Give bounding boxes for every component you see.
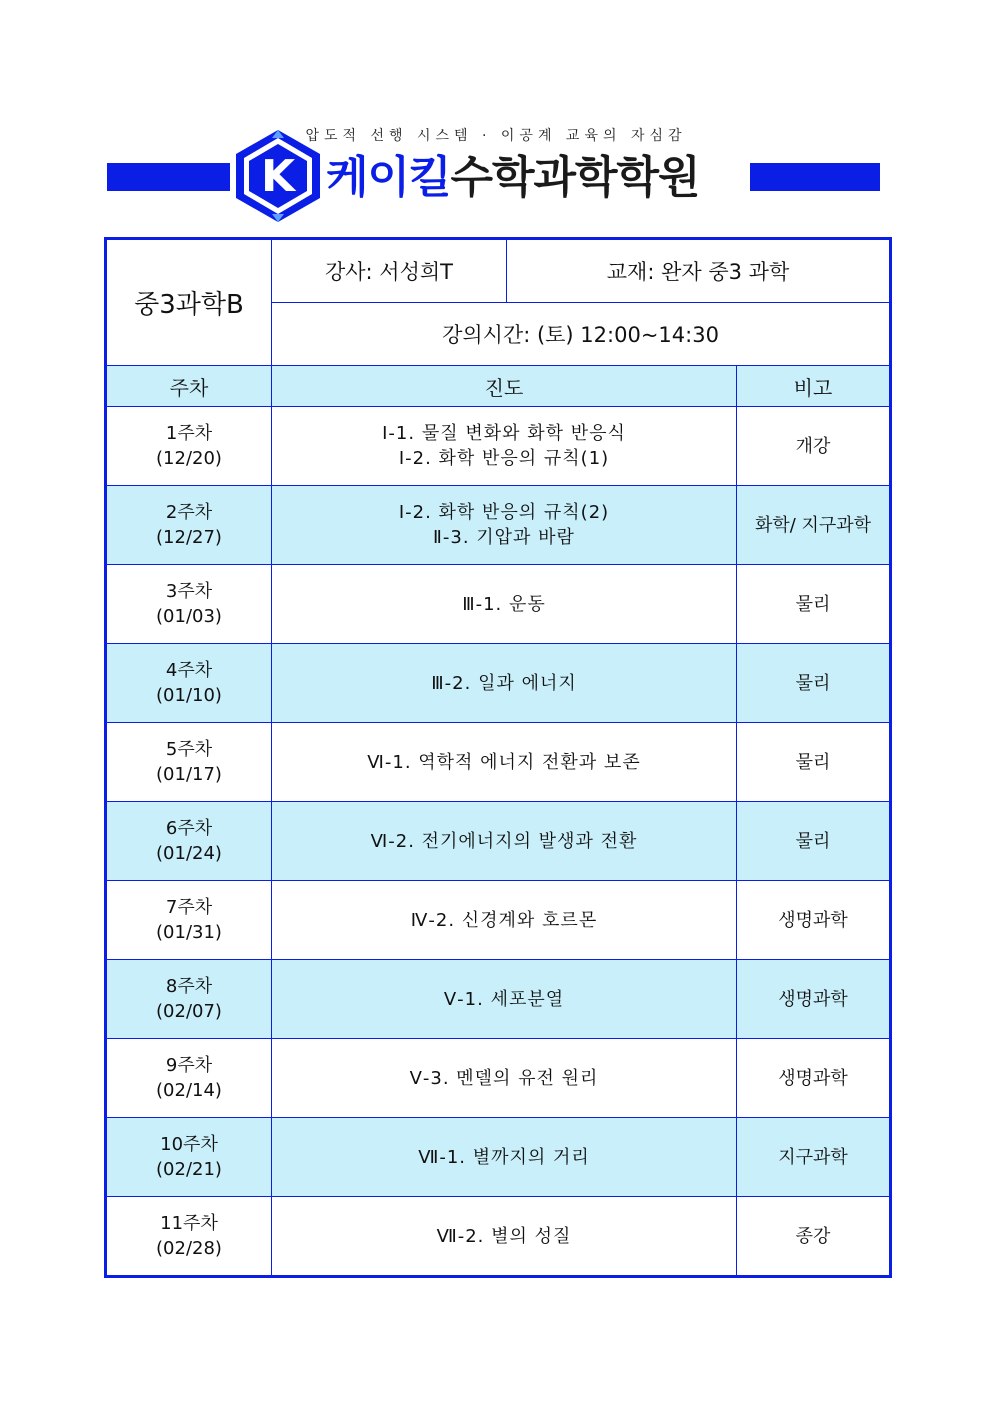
topic-line: Ⅲ-2. 일과 에너지 xyxy=(431,672,577,694)
week-cell xyxy=(106,881,272,960)
header-note: 비고 xyxy=(737,366,891,407)
progress-cell xyxy=(272,960,737,1039)
table-row xyxy=(106,1039,891,1118)
table-row xyxy=(106,881,891,960)
note-cell: 생명과학 xyxy=(737,1039,891,1118)
week-date: (12/20) xyxy=(156,448,222,469)
week-date: (12/27) xyxy=(156,527,222,548)
week-label: 6주차 xyxy=(165,818,213,839)
week-label: 3주차 xyxy=(165,581,213,602)
course-title: 중3과학B xyxy=(106,239,272,366)
topic-line: Ⅵ-1. 역학적 에너지 전환과 보존 xyxy=(367,751,641,773)
topic-line: Ⅲ-1. 운동 xyxy=(462,593,546,615)
week-date: (02/28) xyxy=(156,1238,222,1259)
week-label: 11주차 xyxy=(160,1213,218,1234)
topic-line: Ⅶ-1. 별까지의 거리 xyxy=(418,1146,590,1168)
week-cell xyxy=(106,407,272,486)
progress-cell xyxy=(272,1197,737,1277)
topic-line: Ⅰ-2. 화학 반응의 규칙(2) xyxy=(398,502,610,523)
week-cell xyxy=(106,1039,272,1118)
table-row xyxy=(106,407,891,486)
note-cell: 물리 xyxy=(737,723,891,802)
note-cell: 지구과학 xyxy=(737,1118,891,1197)
hexagon-k-logo-icon xyxy=(232,128,324,224)
note-cell: 물리 xyxy=(737,644,891,723)
textbook-cell: 교재: 완자 중3 과학 xyxy=(507,239,891,303)
week-cell xyxy=(106,565,272,644)
table-row xyxy=(106,723,891,802)
week-label: 1주차 xyxy=(165,423,213,444)
progress-cell xyxy=(272,407,737,486)
topic-line: Ⅱ-3. 기압과 바람 xyxy=(433,527,575,548)
week-date: (01/03) xyxy=(156,606,222,627)
svg-text:K: K xyxy=(260,151,296,202)
note-cell: 화학/ 지구과학 xyxy=(737,486,891,565)
progress-cell xyxy=(272,802,737,881)
week-date: (01/24) xyxy=(156,843,222,864)
academy-name-part2: 수학과학학원 xyxy=(450,152,700,203)
progress-cell xyxy=(272,1039,737,1118)
week-cell xyxy=(106,1118,272,1197)
table-row xyxy=(106,802,891,881)
note-cell: 물리 xyxy=(737,565,891,644)
week-cell xyxy=(106,486,272,565)
academy-header xyxy=(0,0,992,230)
week-cell xyxy=(106,644,272,723)
week-label: 8주차 xyxy=(165,976,213,997)
topic-line: Ⅰ-2. 화학 반응의 규칙(1) xyxy=(398,448,610,469)
table-row xyxy=(106,565,891,644)
week-date: (02/07) xyxy=(156,1001,222,1022)
week-label: 9주차 xyxy=(165,1055,213,1076)
week-date: (02/21) xyxy=(156,1159,222,1180)
week-date: (01/17) xyxy=(156,764,222,785)
header-week: 주차 xyxy=(106,366,272,407)
note-cell: 생명과학 xyxy=(737,960,891,1039)
table-header-row xyxy=(106,366,891,407)
week-cell xyxy=(106,723,272,802)
lecture-time-cell: 강의시간: (토) 12:00~14:30 xyxy=(272,303,891,366)
week-cell xyxy=(106,802,272,881)
week-label: 7주차 xyxy=(165,897,213,918)
header-bar-right xyxy=(750,163,880,191)
note-cell: 물리 xyxy=(737,802,891,881)
week-label: 5주차 xyxy=(165,739,213,760)
topic-line: Ⅴ-3. 멘델의 유전 원리 xyxy=(409,1067,599,1089)
week-date: (01/31) xyxy=(156,922,222,943)
topic-line: Ⅳ-2. 신경계와 호르몬 xyxy=(410,909,598,931)
progress-cell xyxy=(272,1118,737,1197)
table-row xyxy=(106,960,891,1039)
instructor-cell: 강사: 서성희T xyxy=(272,239,507,303)
week-date: (02/14) xyxy=(156,1080,222,1101)
week-cell xyxy=(106,960,272,1039)
topic-line: Ⅴ-1. 세포분열 xyxy=(443,988,565,1010)
note-cell: 종강 xyxy=(737,1197,891,1277)
schedule-table xyxy=(104,237,892,1278)
topic-line: Ⅵ-2. 전기에너지의 발생과 전환 xyxy=(370,830,638,852)
header-progress: 진도 xyxy=(272,366,737,407)
week-date: (01/10) xyxy=(156,685,222,706)
progress-cell xyxy=(272,486,737,565)
week-cell xyxy=(106,1197,272,1277)
tagline: 압도적 선행 시스템 · 이공계 교육의 자심감 xyxy=(305,128,687,144)
week-label: 2주차 xyxy=(165,502,213,523)
note-cell: 개강 xyxy=(737,407,891,486)
note-cell: 생명과학 xyxy=(737,881,891,960)
progress-cell xyxy=(272,565,737,644)
table-row xyxy=(106,1197,891,1277)
progress-cell xyxy=(272,723,737,802)
week-label: 10주차 xyxy=(160,1134,218,1155)
progress-cell xyxy=(272,881,737,960)
progress-cell xyxy=(272,644,737,723)
table-row xyxy=(106,486,891,565)
academy-name xyxy=(326,148,700,208)
topic-line: Ⅶ-2. 별의 성질 xyxy=(436,1225,572,1247)
topic-line: Ⅰ-1. 물질 변화와 화학 반응식 xyxy=(382,423,626,444)
header-bar-left xyxy=(107,163,230,191)
week-label: 4주차 xyxy=(165,660,213,681)
table-row xyxy=(106,1118,891,1197)
academy-name-part1: 케이킬 xyxy=(326,152,451,203)
table-row xyxy=(106,644,891,723)
